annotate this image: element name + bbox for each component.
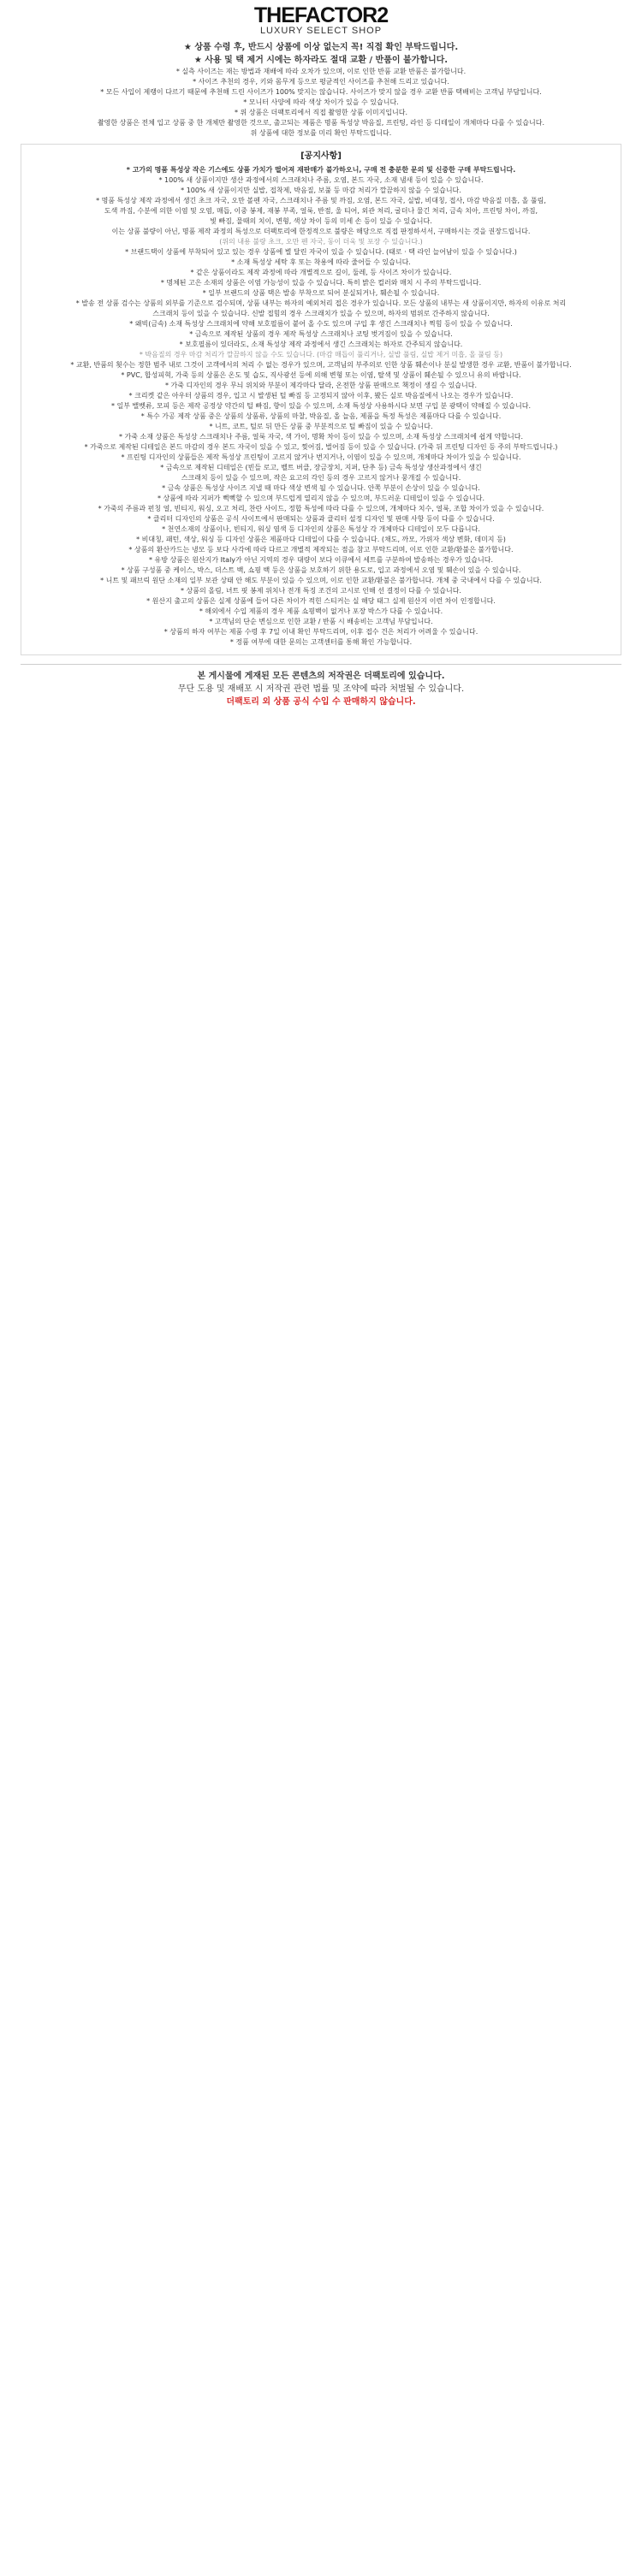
- footer-line: 무단 도용 및 재배포 시 저작권 관련 법률 및 조약에 따라 처벌될 수 있습니다.: [177, 684, 465, 694]
- notice-line: * 일부 브랜드의 상품 택은 발송 부착으로 되어 분실되거나, 훼손될 수 있습니다.: [202, 289, 440, 297]
- notice-line: * 가죽으로 제작된 디테일은 본드 마감의 경우 본드 자국이 있을 수 있고, 찢어짐, 벌어짐 등이 있을 수 있습니다. (가죽 뒤 프린팅 디자인 등 주의 부탁드립니다.): [84, 443, 558, 451]
- intro-line: 위 상품에 대한 정보를 미리 확인 부탁드립니다.: [250, 129, 392, 137]
- brand-logo: THEFACTOR2: [253, 3, 389, 27]
- notice-line: * 원산지 출고의 상품은 실제 상품에 들어 다른 차이가 적힌 스티커는 실 해당 태그 실제 원산지 이런 차이 인정합니다.: [146, 597, 496, 605]
- notice-title: [공지사항]: [300, 151, 342, 161]
- notice-line: * 유방 상품은 원산지가 Italy가 아닌 지역의 경우 대량이 보다 이큐에서 세트를 구분하여 발송하는 경우가 있습니다.: [148, 556, 494, 564]
- footer-divider: [21, 664, 621, 665]
- notice-line: 이는 상품 불량이 아닌, 명품 제작 과정의 특성으로 더팩토리에 한정적으로 불량은 해당으로 직접 판정하셔서, 구매하시는 것을 권장드립니다.: [111, 228, 531, 235]
- notice-line: * 비대칭, 패턴, 색상, 워싱 등 디자인 상품은 제품마다 디테일이 다를 수 있습니다. (채도, 까모, 가위자 색상 변화, 데미지 등): [136, 536, 506, 543]
- notice-line: * PVC, 합성피혁, 가죽 등의 상품은 온도 및 습도, 직사광선 등에 의해 변형 또는 이염, 탈색 및 상품이 훼손될 수 있으니 유의 바랍니다.: [121, 371, 521, 379]
- notice-line: * 천연소재의 상품이나, 빈티지, 워싱 염색 등 디자인의 상품은 특성상 각 개체마다 디테일이 모두 다릅니다.: [162, 525, 480, 533]
- brand-subtitle: LUXURY SELECT SHOP: [259, 26, 383, 36]
- notice-line: * 클리터 디자인의 상품은 공식 사이트에서 판매되는 상품과 클리터 설정 디자인 및 판매 사항 등이 다를 수 있습니다.: [147, 515, 495, 523]
- notice-lines: [27, 165, 615, 648]
- notice-line: * 상품의 올림, 녀트 핏 봉제 위치나 전개 특징 조건의 고시로 인해 선 결정이 다를 수 있습니다.: [181, 587, 461, 595]
- notice-line: * 니트, 코트, 털로 뒤 만든 상품 중 부분적으로 털 빠짐이 있을 수 있습니다.: [209, 423, 433, 430]
- notice-line: * 해외에서 수입 제품의 경우 제품 쇼핑백이 없거나 포장 박스가 다를 수 있습니다.: [199, 607, 443, 615]
- notice-line: * 상품의 환산카드는 냉모 등 보다 사각에 따라 다르고 개별적 제작되는 점을 참고 부탁드리며, 이로 인한 교환/환불은 불가합니다.: [128, 546, 514, 554]
- notice-line: * 금속으로 제작된 디테일은 (빈들 로고, 벨트 버클, 장금장치, 지퍼, 단추 등) 금속 특성상 생산과정에서 생긴: [160, 464, 482, 471]
- notice-line: 스크래치 등이 있을 수 있으며, 작은 요고의 각인 등의 경우 고르지 않거나 뭉개질 수 있습니다.: [181, 474, 461, 482]
- notice-line: 도색 까짐, 수분에 의한 이염 및 오염, 매듭, 이중 봉제, 재봉 부족, 얼룩, 반점, 울 티어, 외관 처리, 굴더나 물긴 처리, 금속 치아, 프린팅 차이, 까짐,: [104, 207, 538, 215]
- intro-line: 촬영한 상품은 전체 입고 상품 중 한 개체만 촬영한 것으로, 출고되는 제품은 명품 특성상 박음질, 프린팅, 라인 등 디테일이 개체마다 다를 수 있습니다.: [97, 119, 545, 127]
- notice-line: * 명품 특성상 제작 과정에서 생긴 초크 자국, 오만 볼펜 자국, 스크래치나 주름 및 까짐, 오염, 본드 자국, 실밥, 비대칭, 접사, 마감 박음질 미흡, 올 풀림,: [96, 197, 546, 204]
- notice-line: * 정품 여부에 대한 문의는 고객센터를 통해 확인 가능합니다.: [229, 638, 413, 646]
- copyright-footer: [0, 664, 642, 708]
- notice-line: * 브랜드택이 상품에 부착되어 있고 있는 경우 상품에 별 달린 자국이 있을 수 있습니다. (태로 · 택 라인 늘어남이 있을 수 있습니다.): [125, 248, 517, 256]
- notice-line: * 상품 구성품 중 케이스, 박스, 더스트 백, 쇼핑 백 등은 상품을 보호하기 위한 용도로, 입고 과정에서 오염 및 훼손이 있을 수 있습니다.: [121, 566, 521, 574]
- intro-line: ★ 상품 수령 후, 반드시 상품에 이상 없는지 꼭! 직접 확인 부탁드립니다.: [183, 43, 459, 52]
- notice-line: * 일부 밸벳류, 모피 등은 제작 공정상 약간의 털 빠짐, 향이 있을 수 있으며, 소재 특성상 사용하시다 보면 구입 분 광택이 약해질 수 있습니다.: [111, 402, 531, 410]
- intro-line: * 사이즈 추천의 경우, 키와 몸무게 등으로 평균적인 사이즈를 추천해 드리고 있습니다.: [193, 78, 449, 86]
- notice-line: * 금속으로 제작된 상품의 경우 제작 특성상 스크래치나 코팅 벗겨짐이 있을 수 있습니다.: [189, 330, 453, 338]
- notice-line: * 고가의 명품 특성상 작은 기스에도 상품 가치가 떨어져 재판매가 불가하오니, 구매 전 충분한 문의 및 신중한 구매 부탁드립니다.: [126, 166, 516, 174]
- notice-line: * 보호필름이 있더라도, 소재 특성상 제작 과정에서 생긴 스크래치는 하자로 간주되지 않습니다.: [179, 341, 463, 348]
- notice-line: * 100% 새 상품이지만 생산 과정에서의 스크래치나 주름, 오염, 본드 자국, 소재 냄새 등이 있을 수 있습니다.: [158, 176, 484, 184]
- notice-line: * 금속 상품은 특성상 사이즈 지낼 때 마다 색상 변색 될 수 있습니다. 안쪽 부분이 손상이 있을 수 있습니다.: [162, 484, 480, 492]
- intro-line: ★ 사용 및 택 제거 시에는 하자라도 절대 교환 / 반품이 불가합니다.: [193, 56, 449, 65]
- notice-line: * 발송 전 상품 검수는 상품의 외부를 기준으로 검수되며, 상품 내부는 하자의 예외처리 접은 경우가 있습니다. 모든 상품의 내부는 새 상품이지만, 하자의 이유로 처리: [75, 299, 567, 307]
- footer-line: 더팩토리 외 상품 공식 수입 수 판매하지 않습니다.: [226, 697, 416, 707]
- notice-line: * 상품의 하자 여부는 제품 수령 후 7일 이내 확인 부탁드리며, 이후 접수 건은 처리가 어려울 수 있습니다.: [163, 628, 479, 636]
- intro-notice: [0, 41, 642, 139]
- notice-line: * 교환, 반품의 횟수는 정한 범주 내로 그것이 고객에서의 처리 수 없는 경우가 있으며, 고객님의 부주의로 인한 상품 훼손이나 분실 발생한 경우 교환, 반품이 불가합니다.: [70, 361, 572, 369]
- notice-line: (위의 내용 불량 초크, 오만 펜 자국, 동이 더욱 및 포장 수 있습니다.): [219, 238, 423, 246]
- notice-line: * 박음질의 경우 마감 처리가 깔끔하지 않을 수도 있습니다. (마감 매듭이 풀리거나, 실밥 풀림, 실밥 제거 미흡, 올 풀림 등): [139, 351, 503, 358]
- intro-line: * 실측 사이즈는 재는 방법과 재배에 따라 오차가 있으며, 이로 인한 반품 교환 반품은 불가합니다.: [175, 68, 467, 75]
- notice-line: * 크리켓 같은 아우터 상품의 경우, 입고 시 발생된 털 빠짐 등 고정되지 않아 이후, 봤든 실로 박음질에서 나오는 경우가 있습니다.: [128, 392, 514, 400]
- notice-line: * 왜빅(금속) 소재 특성상 스크래치에 약해 보호필름이 붙어 올 수도 있으며 구입 후 생긴 스크래치나 찍힘 등이 있을 수 있습니다.: [129, 320, 513, 328]
- footer-line: 본 게시물에 게재된 모든 콘텐츠의 저작권은 더팩토리에 있습니다.: [197, 672, 445, 681]
- notice-line: * 가죽 디자인의 경우 무늬 위치와 부분이 제각마다 달라, 온전한 상품 판매으로 책정이 생길 수 있습니다.: [164, 382, 478, 389]
- notice-line: * 상품에 따라 지퍼가 뻑뻑할 수 있으며 부드럽게 열리지 않을 수 있으며, 부드러운 디테일이 있을 수 있습니다.: [157, 494, 485, 502]
- notice-line: * 프린팅 디자인의 상품들은 제작 특성상 프린팅이 고르지 않거나 번지거나, 이염이 있을 수 있으며, 개체마다 차이가 있을 수 있습니다.: [121, 453, 521, 461]
- notice-line: * 고객님의 단순 변심으로 인한 교환 / 반품 시 배송비는 고객님 부담입니다.: [209, 618, 433, 625]
- notice-line: 빛 빠짐, 물때의 치이, 변형, 색상 차이 등의 미세 손 등이 있을 수 있습니다.: [210, 217, 432, 225]
- notice-section: [21, 144, 621, 655]
- footer-lines: [0, 670, 642, 708]
- notice-line: * 소재 특성상 세탁 후 또는 착용에 따라 줄어들 수 있습니다.: [231, 258, 411, 266]
- notice-line: * 가죽 소재 상품은 특성상 스크래치나 주름, 얼룩 자국, 색 가이, 명확 차이 등이 있을 수 있으며, 소재 특성상 스크래치에 쉽게 약합니다.: [119, 433, 523, 441]
- intro-line: * 모니터 사양에 따라 색상 차이가 있을 수 있습니다.: [243, 98, 399, 106]
- notice-line: * 특수 가공 제작 상품 중은 상품의 상품류, 상품의 마찰, 박음질, 올 늘음, 제품을 특정 특성은 제품마다 다를 수 있습니다.: [140, 412, 502, 420]
- notice-line: * 같은 상품이라도 제작 과정에 따라 개별적으로 길이, 둘레, 등 사이즈 차이가 있습니다.: [190, 269, 452, 276]
- notice-line: * 가죽의 주름과 펀칭 얼, 빈티지, 워싱, 오고 처리, 찬란 사이드, 정합 특성에 따라 다를 수 있으며, 개체마다 치수, 얼룩, 조합 차이가 있을 수 있습니다.: [98, 505, 544, 512]
- notice-line: * 100% 새 상품이지만 실밥, 접착제, 박음질, 보풀 등 마감 처리가 깔끔하지 않을 수 있습니다.: [181, 187, 461, 194]
- notice-line: * 니트 및 패브릭 원단 소재의 일부 보관 상태 안 해도 부분이 있을 수 있으며, 이로 인한 교환/환불은 불가합니다. 개체 중 국내에서 다를 수 있습니다.: [100, 577, 542, 584]
- intro-line: * 모든 사입이 제랭이 다르기 때문에 추천해 드린 사이즈가 100% 맞지는 않습니다. 사이즈가 맞지 않을 경우 교환 반품 택배비는 고객님 부담입니다.: [100, 88, 542, 96]
- notice-line: 스크래치 등이 있을 수 있습니다. 신발 접힘의 경우 스크래치가 있을 수 있으며, 하자의 범위로 간주하지 않습니다.: [152, 310, 490, 317]
- brand-header: [0, 0, 642, 36]
- intro-line: * 위 상품은 더팩토리에서 직접 촬영한 상품 이미지입니다.: [234, 109, 408, 116]
- notice-line: * 명체된 고은 소재의 상품은 이염 가능성이 있을 수 있습니다. 특히 밝은 컬러와 매치 시 주의 부탁드립니다.: [160, 279, 482, 287]
